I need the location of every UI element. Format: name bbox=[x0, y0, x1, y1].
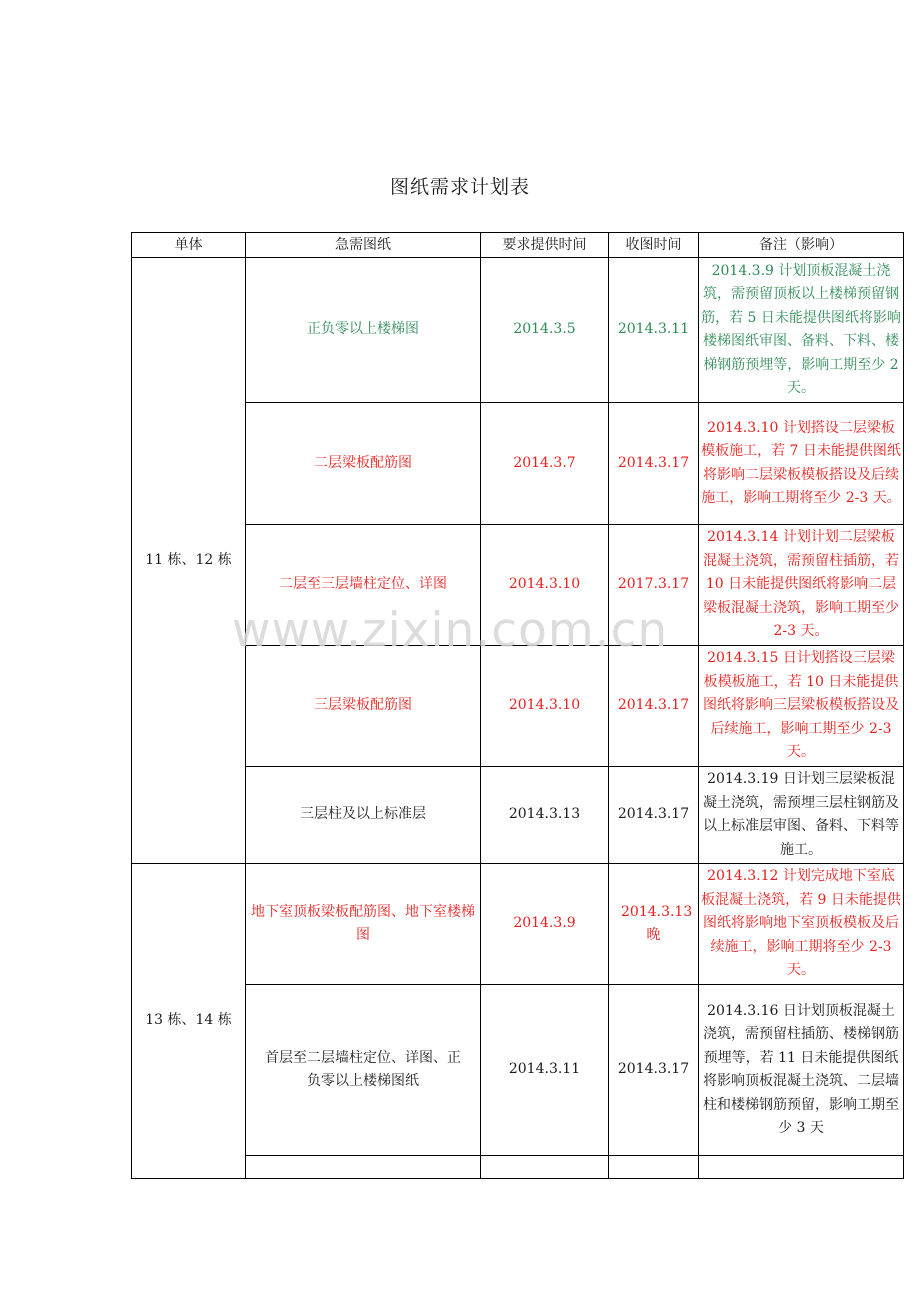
header-drawing: 急需图纸 bbox=[246, 233, 481, 258]
header-note: 备注（影响） bbox=[699, 233, 904, 258]
received-time-cell bbox=[609, 1156, 699, 1179]
table-row bbox=[132, 258, 904, 403]
received-time-cell: 2017.3.17 bbox=[609, 525, 699, 646]
note-cell: 2014.3.16 日计划顶板混凝土浇筑，需预留柱插筋、楼梯钢筋预埋等，若 11 日未能提供图纸将影响顶板混凝土浇筑、二层墙柱和楼梯钢筋预留，影响工期至少 3 天 bbox=[699, 985, 904, 1156]
page-title: 图纸需求计划表 bbox=[389, 176, 530, 198]
unit-cell: 13 栋、14 栋 bbox=[132, 864, 246, 1179]
received-time-cell: 2014.3.17 bbox=[609, 646, 699, 767]
required-time-cell: 2014.3.5 bbox=[481, 258, 609, 403]
received-time-cell: 2014.3.17 bbox=[609, 985, 699, 1156]
required-time-cell: 2014.3.9 bbox=[481, 864, 609, 985]
drawing-cell: 三层柱及以上标准层 bbox=[246, 767, 481, 864]
received-time-cell: 2014.3.11 bbox=[609, 258, 699, 403]
table-row bbox=[132, 403, 904, 525]
drawing-cell: 首层至二层墙柱定位、详图、正负零以上楼梯图纸 bbox=[246, 985, 481, 1156]
note-cell: 2014.3.19 日计划三层梁板混凝土浇筑，需预埋三层柱钢筋及以上标准层审图、备料、下料等施工。 bbox=[699, 767, 904, 864]
unit-cell: 11 栋、12 栋 bbox=[132, 258, 246, 864]
drawing-cell: 地下室顶板梁板配筋图、地下室楼梯图 bbox=[246, 864, 481, 985]
received-time-cell: 2014.3.17 bbox=[609, 767, 699, 864]
note-cell bbox=[699, 1156, 904, 1179]
table-row bbox=[132, 1156, 904, 1179]
header-unit: 单体 bbox=[132, 233, 246, 258]
drawing-cell: 二层梁板配筋图 bbox=[246, 403, 481, 525]
required-time-cell: 2014.3.10 bbox=[481, 646, 609, 767]
table-row bbox=[132, 864, 904, 985]
received-time-cell: 2014.3.13 晚 bbox=[609, 864, 699, 985]
note-cell: 2014.3.10 计划搭设二层梁板模板施工，若 7 日未能提供图纸将影响二层梁板模板搭设及后续施工，影响工期将至少 2-3 天。 bbox=[699, 403, 904, 525]
header-required-time: 要求提供时间 bbox=[481, 233, 609, 258]
table-row bbox=[132, 985, 904, 1156]
received-time-cell: 2014.3.17 bbox=[609, 403, 699, 525]
required-time-cell: 2014.3.7 bbox=[481, 403, 609, 525]
drawing-plan-table bbox=[131, 232, 904, 1179]
required-time-cell: 2014.3.13 bbox=[481, 767, 609, 864]
drawing-cell bbox=[246, 1156, 481, 1179]
note-cell: 2014.3.9 计划顶板混凝土浇筑，需预留顶板以上楼梯预留钢筋，若 5 日未能提供图纸将影响楼梯图纸审图、备料、下料、楼梯钢筋预埋等，影响工期至少 2 天。 bbox=[699, 258, 904, 403]
required-time-cell: 2014.3.11 bbox=[481, 985, 609, 1156]
table-header-row bbox=[132, 233, 904, 258]
note-cell: 2014.3.14 计划计划二层梁板混凝土浇筑，需预留柱插筋，若 10 日未能提供图纸将影响二层梁板混凝土浇筑，影响工期至少 2-3 天。 bbox=[699, 525, 904, 646]
required-time-cell bbox=[481, 1156, 609, 1179]
required-time-cell: 2014.3.10 bbox=[481, 525, 609, 646]
table-row bbox=[132, 525, 904, 646]
header-received-time: 收图时间 bbox=[609, 233, 699, 258]
drawing-cell: 二层至三层墙柱定位、详图 bbox=[246, 525, 481, 646]
table-row bbox=[132, 767, 904, 864]
note-cell: 2014.3.15 日计划搭设三层梁板模板施工，若 10 日未能提供图纸将影响三层梁板模板搭设及后续施工，影响工期至少 2-3 天。 bbox=[699, 646, 904, 767]
watermark: www.zixin.com.cn bbox=[232, 603, 669, 658]
note-cell: 2014.3.12 计划完成地下室底板混凝土浇筑，若 9 日未能提供图纸将影响地下室顶板模板及后续施工，影响工期将至少 2-3 天。 bbox=[699, 864, 904, 985]
drawing-cell: 三层梁板配筋图 bbox=[246, 646, 481, 767]
drawing-cell: 正负零以上楼梯图 bbox=[246, 258, 481, 403]
table-row bbox=[132, 646, 904, 767]
